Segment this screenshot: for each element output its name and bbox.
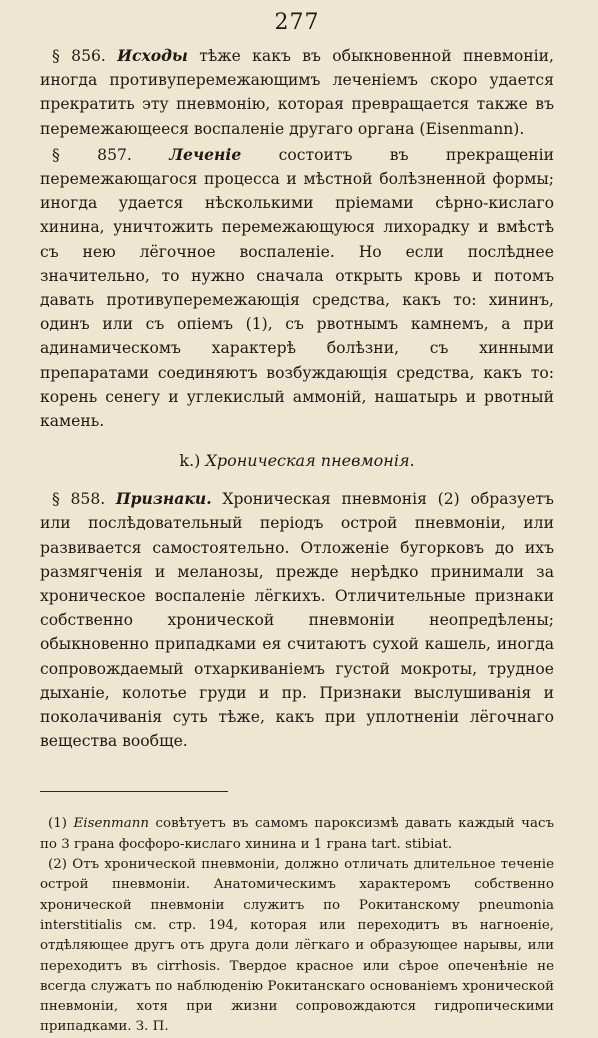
footnote-body: Отъ хронической пневмонiи, должно отличать длительное теченiе острой пневмонiи. Анатомическимъ характеромъ собственно хронической пневмонiи служитъ по Рокитанскому pneumonia interstitialis см. стр. 194, которая или переходитъ въ нагноенiе, отдѣляющее другъ отъ друга доли лёгкаго и образующее нарывы, или переходитъ въ cirrhosis. Твердое красное или сѣрое опеченѣнiе не всегда служатъ по наблюденiю Рокитанскаго основанiемъ хронической пневмонiи, хотя при жизни сопровождаются гидропическими припадками. З. П. [40,857,554,1035]
section-heading: Признаки. [115,489,212,509]
section-heading: Леченiе [169,144,242,164]
subheading-title: Хроническая пневмонiя. [205,451,415,471]
subheading-letter: k.) [179,451,201,471]
page-number: 277 [274,10,320,35]
section-body: тѣже какъ въ обыкновенной пневмонiи, иногда противуперемежающимъ леченiемъ скоро удается прекратить эту пневмонiю, которая превращается также въ перемежающееся воспаленiе другаго органа (Eisenmann). [40,47,554,138]
footnote-body: совѣтуетъ въ самомъ пароксизмѣ давать каждый часъ по 3 грана фосфоро-кислаго хинина и 1 грана tart. stibiat. [40,816,554,852]
section-body: Хроническая пневмонiя (2) образуетъ или послѣдовательный перiодъ острой пневмонiи, или развивается самостоятельно. Отложенiе бугорковъ до ихъ размягченiя и меланозы, прежде нерѣдко принимали за хроническое воспаленiе лёгкихъ. Отличительные признаки собственно хронической пневмонiи неопредѣлены; обыкновенно припадками ея считаютъ сухой кашель, иногда сопровождаемый отхаркиванiемъ густой мокроты, трудное дыханiе, колотье груди и пр. Признаки выслушиванiя и поколачиванiя суть тѣже, какъ при уплотненiи лёгочнаго вещества вообще. [40,490,554,751]
section-body: состоитъ въ прекращенiи перемежающагося процесса и мѣстной болѣзненной формы; иногда удается нѣсколькими прiемами сѣрно-кислаго хинина, уничтожить перемежающуюся лихорадку и вмѣстѣ съ нею лёгочное воспаленiе. Но если послѣднее значительно, то нужно сначала открыть кровь и потомъ давать противуперемежающiя средства, какъ то: хининъ, одинъ или съ опiемъ (1), съ рвотнымъ камнемъ, а при адинамическомъ характерѣ болѣзни, съ хинными препаратами соединяютъ возбуждающiя средства, какъ то: корень сенегу и углекислый аммонiй, нашатырь и рвотный камень. [40,145,554,431]
section-857 [40,143,554,433]
section-number: § 858. [52,490,106,509]
footnote-divider [40,791,228,792]
section-heading: Исходы [117,46,188,65]
section-856 [40,44,554,141]
footnote-marker: (2) [48,857,67,873]
footnote-2 [40,855,554,1038]
section-number: § 857. [52,145,132,164]
chapter-subheading [40,449,554,473]
section-858 [40,487,554,753]
footnote-marker: (1) [48,816,67,832]
footnote-author: Eisenmann [73,816,149,832]
section-number: § 856. [52,47,106,65]
footnote-1 [40,814,554,855]
